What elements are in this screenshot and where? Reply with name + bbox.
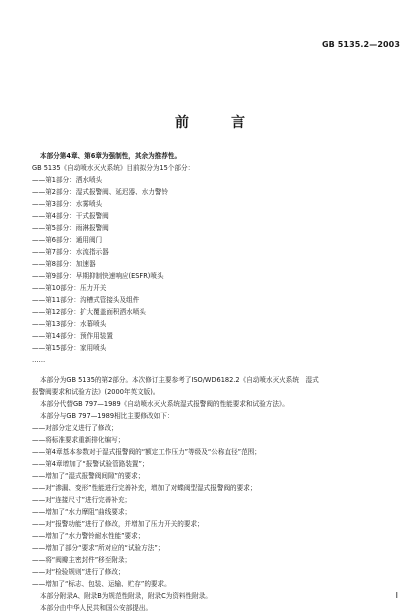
list-item: ——第1部分：洒水喷头 xyxy=(32,176,103,184)
list-item: ——第10部分：压力开关 xyxy=(32,284,107,292)
paragraph-line: 报警阀要求和试验方法》(2000年英文版)。 xyxy=(32,388,160,396)
list-item: ——第7部分：水流指示器 xyxy=(32,248,109,256)
list-item: ——第13部分：水幕喷头 xyxy=(32,320,107,328)
list-item: ——增加了“湿式报警阀间隙”的要求； xyxy=(32,472,145,480)
paragraph-line: 本部分与GB 797—1989相比主要修改如下： xyxy=(40,412,174,420)
list-item: ——第9部分：早期抑制快速响应(ESFR)喷头 xyxy=(32,272,164,280)
list-item: ——将“阀瓣主密封件”移至附录； xyxy=(32,556,132,564)
intro-line: 本部分第4章、第6章为强制性，其余为推荐性。 xyxy=(40,152,182,160)
list-item: ——第6部分：通用阀门 xyxy=(32,236,103,244)
body-text xyxy=(32,374,402,614)
list-item: ——对“报警功能”进行了修改，并增加了压力开关的要求； xyxy=(32,520,204,528)
ellipsis: …… xyxy=(32,356,46,364)
list-item: ——第5部分：雨淋报警阀 xyxy=(32,224,109,232)
list-item: ——第12部分：扩大覆盖面积洒水喷头 xyxy=(32,308,146,316)
list-item: ——第11部分：沟槽式管接头及组件 xyxy=(32,296,140,304)
list-item: ——第4部分：干式报警阀 xyxy=(32,212,109,220)
paragraph-line: 本部分由中华人民共和国公安部提出。 xyxy=(40,604,153,612)
list-item: ——第4章基本参数对于湿式报警阀的“额定工作压力”等级及“公称直径”范围； xyxy=(32,448,261,456)
list-item: ——对“连接尺寸”进行完善补充； xyxy=(32,496,132,504)
page-title: 前 言 xyxy=(175,115,259,131)
doc-number: GB 5135.2—2003 xyxy=(322,40,400,49)
list-item: ——对“渗漏、变形”性能进行完善补充，增加了对蝶阀型湿式报警阀的要求； xyxy=(32,484,257,492)
list-item: ——第14部分：预作用装置 xyxy=(32,332,113,340)
list-item: ——第4章增加了“报警试验管路装置”； xyxy=(32,460,149,468)
list-item: ——对“检验规则”进行了修改； xyxy=(32,568,125,576)
list-item: ——增加了“水力警铃耐水性能”要求； xyxy=(32,532,145,540)
paragraph-line: 本部分附录A、附录B为规范性附录，附录C为资料性附录。 xyxy=(40,592,212,600)
list-item: ——将标准要求重新排化编写； xyxy=(32,436,125,444)
list-item: ——第15部分：家用喷头 xyxy=(32,344,107,352)
list-item: ——增加了部分“要求”所对应的“试验方法”； xyxy=(32,544,165,552)
list-item: ——第2部分：湿式报警阀、延迟器、水力警铃 xyxy=(32,188,169,196)
list-item: ——对部分定义进行了修改； xyxy=(32,424,118,432)
intro-line: GB 5135《自动喷水灭火系统》目前拟分为15个部分： xyxy=(32,164,195,172)
list-item: ——第3部分：水雾喷头 xyxy=(32,200,103,208)
paragraph-line: 本部分代替GB 797—1989《自动喷水灭火系统湿式报警阀的性能要求和试验方法》。 xyxy=(40,400,289,408)
list-item: ——增加了“标志、包装、运输、贮存”的要求。 xyxy=(32,580,171,588)
foreword-content xyxy=(32,150,402,614)
list-item: ——第8部分：加速器 xyxy=(32,260,96,268)
parts-list xyxy=(32,174,402,354)
paragraph-line: 本部分为GB 5135的第2部分。本次修订主要参考了ISO/WD6182.2《自动喷水灭火系统 湿式 xyxy=(40,376,319,384)
list-item: ——增加了“水力摩阻”曲线要求； xyxy=(32,508,132,516)
page-number: I xyxy=(395,591,398,600)
